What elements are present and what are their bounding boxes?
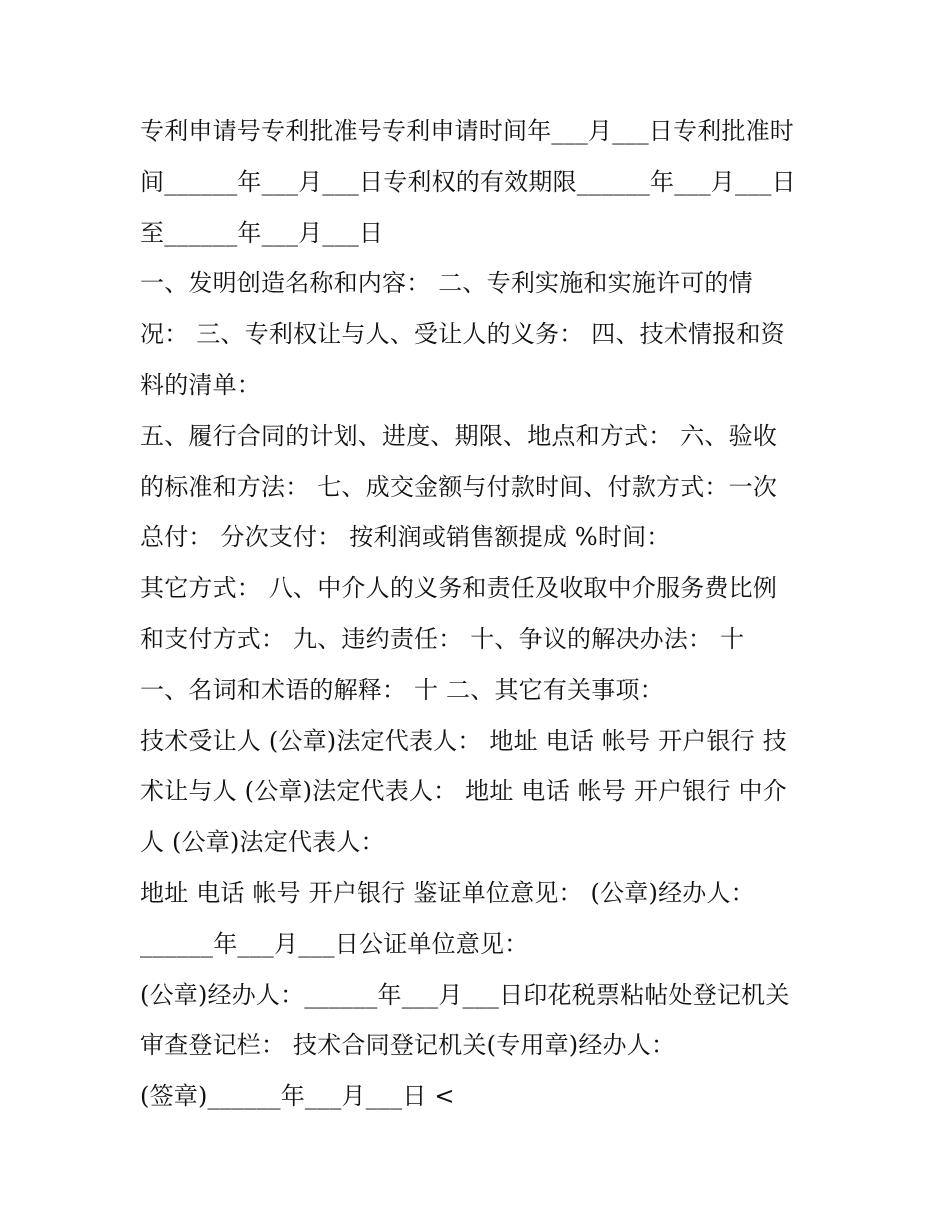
text-line: 间______年___月___日专利权的有效期限______年___月___日 <box>140 167 796 196</box>
text-line: 总付： 分次支付： 按利润或销售额提成 %时间： <box>140 523 671 552</box>
text-line: 一、名词和术语的解释： 十 二、其它有关事项： <box>140 675 664 704</box>
text-line: 和支付方式： 九、违约责任： 十、争议的解决办法： 十 <box>140 624 745 653</box>
text-line: 地址 电话 帐号 开户银行 鉴证单位意见： (公章)经办人： <box>140 878 755 907</box>
text-line: 料的清单： <box>140 370 261 399</box>
text-line: 术让与人 (公章)法定代表人： 地址 电话 帐号 开户银行 中介 <box>140 777 787 806</box>
text-line: 况： 三、专利权让与人、受让人的义务： 四、技术情报和资 <box>140 320 785 349</box>
text-line: 一、发明创造名称和内容： 二、专利实施和实施许可的情 <box>140 269 753 298</box>
text-line: 审查登记栏： 技术合同登记机关(专用章)经办人： <box>140 1031 676 1060</box>
text-line: 五、履行合同的计划、进度、期限、地点和方式： 六、验收 <box>140 421 778 450</box>
text-line: (签章)______年___月___日 < <box>140 1082 455 1111</box>
text-line: ______年___月___日公证单位意见： <box>140 929 529 958</box>
text-line: 其它方式： 八、中介人的义务和责任及收取中介服务费比例 <box>140 574 778 603</box>
text-line: (公章)经办人：______年___月___日印花税票粘帖处登记机关 <box>140 980 790 1009</box>
text-line: 专利申请号专利批准号专利申请时间年___月___日专利批准时 <box>140 117 794 145</box>
text-line: 至______年___月___日 <box>140 218 384 247</box>
text-line: 人 (公章)法定代表人： <box>140 828 385 857</box>
text-line: 技术受让人 (公章)法定代表人： 地址 电话 帐号 开户银行 技 <box>140 726 787 755</box>
document-body <box>140 106 820 1122</box>
text-line: 的标准和方法： 七、成交金额与付款时间、付款方式：一次 <box>140 472 778 501</box>
